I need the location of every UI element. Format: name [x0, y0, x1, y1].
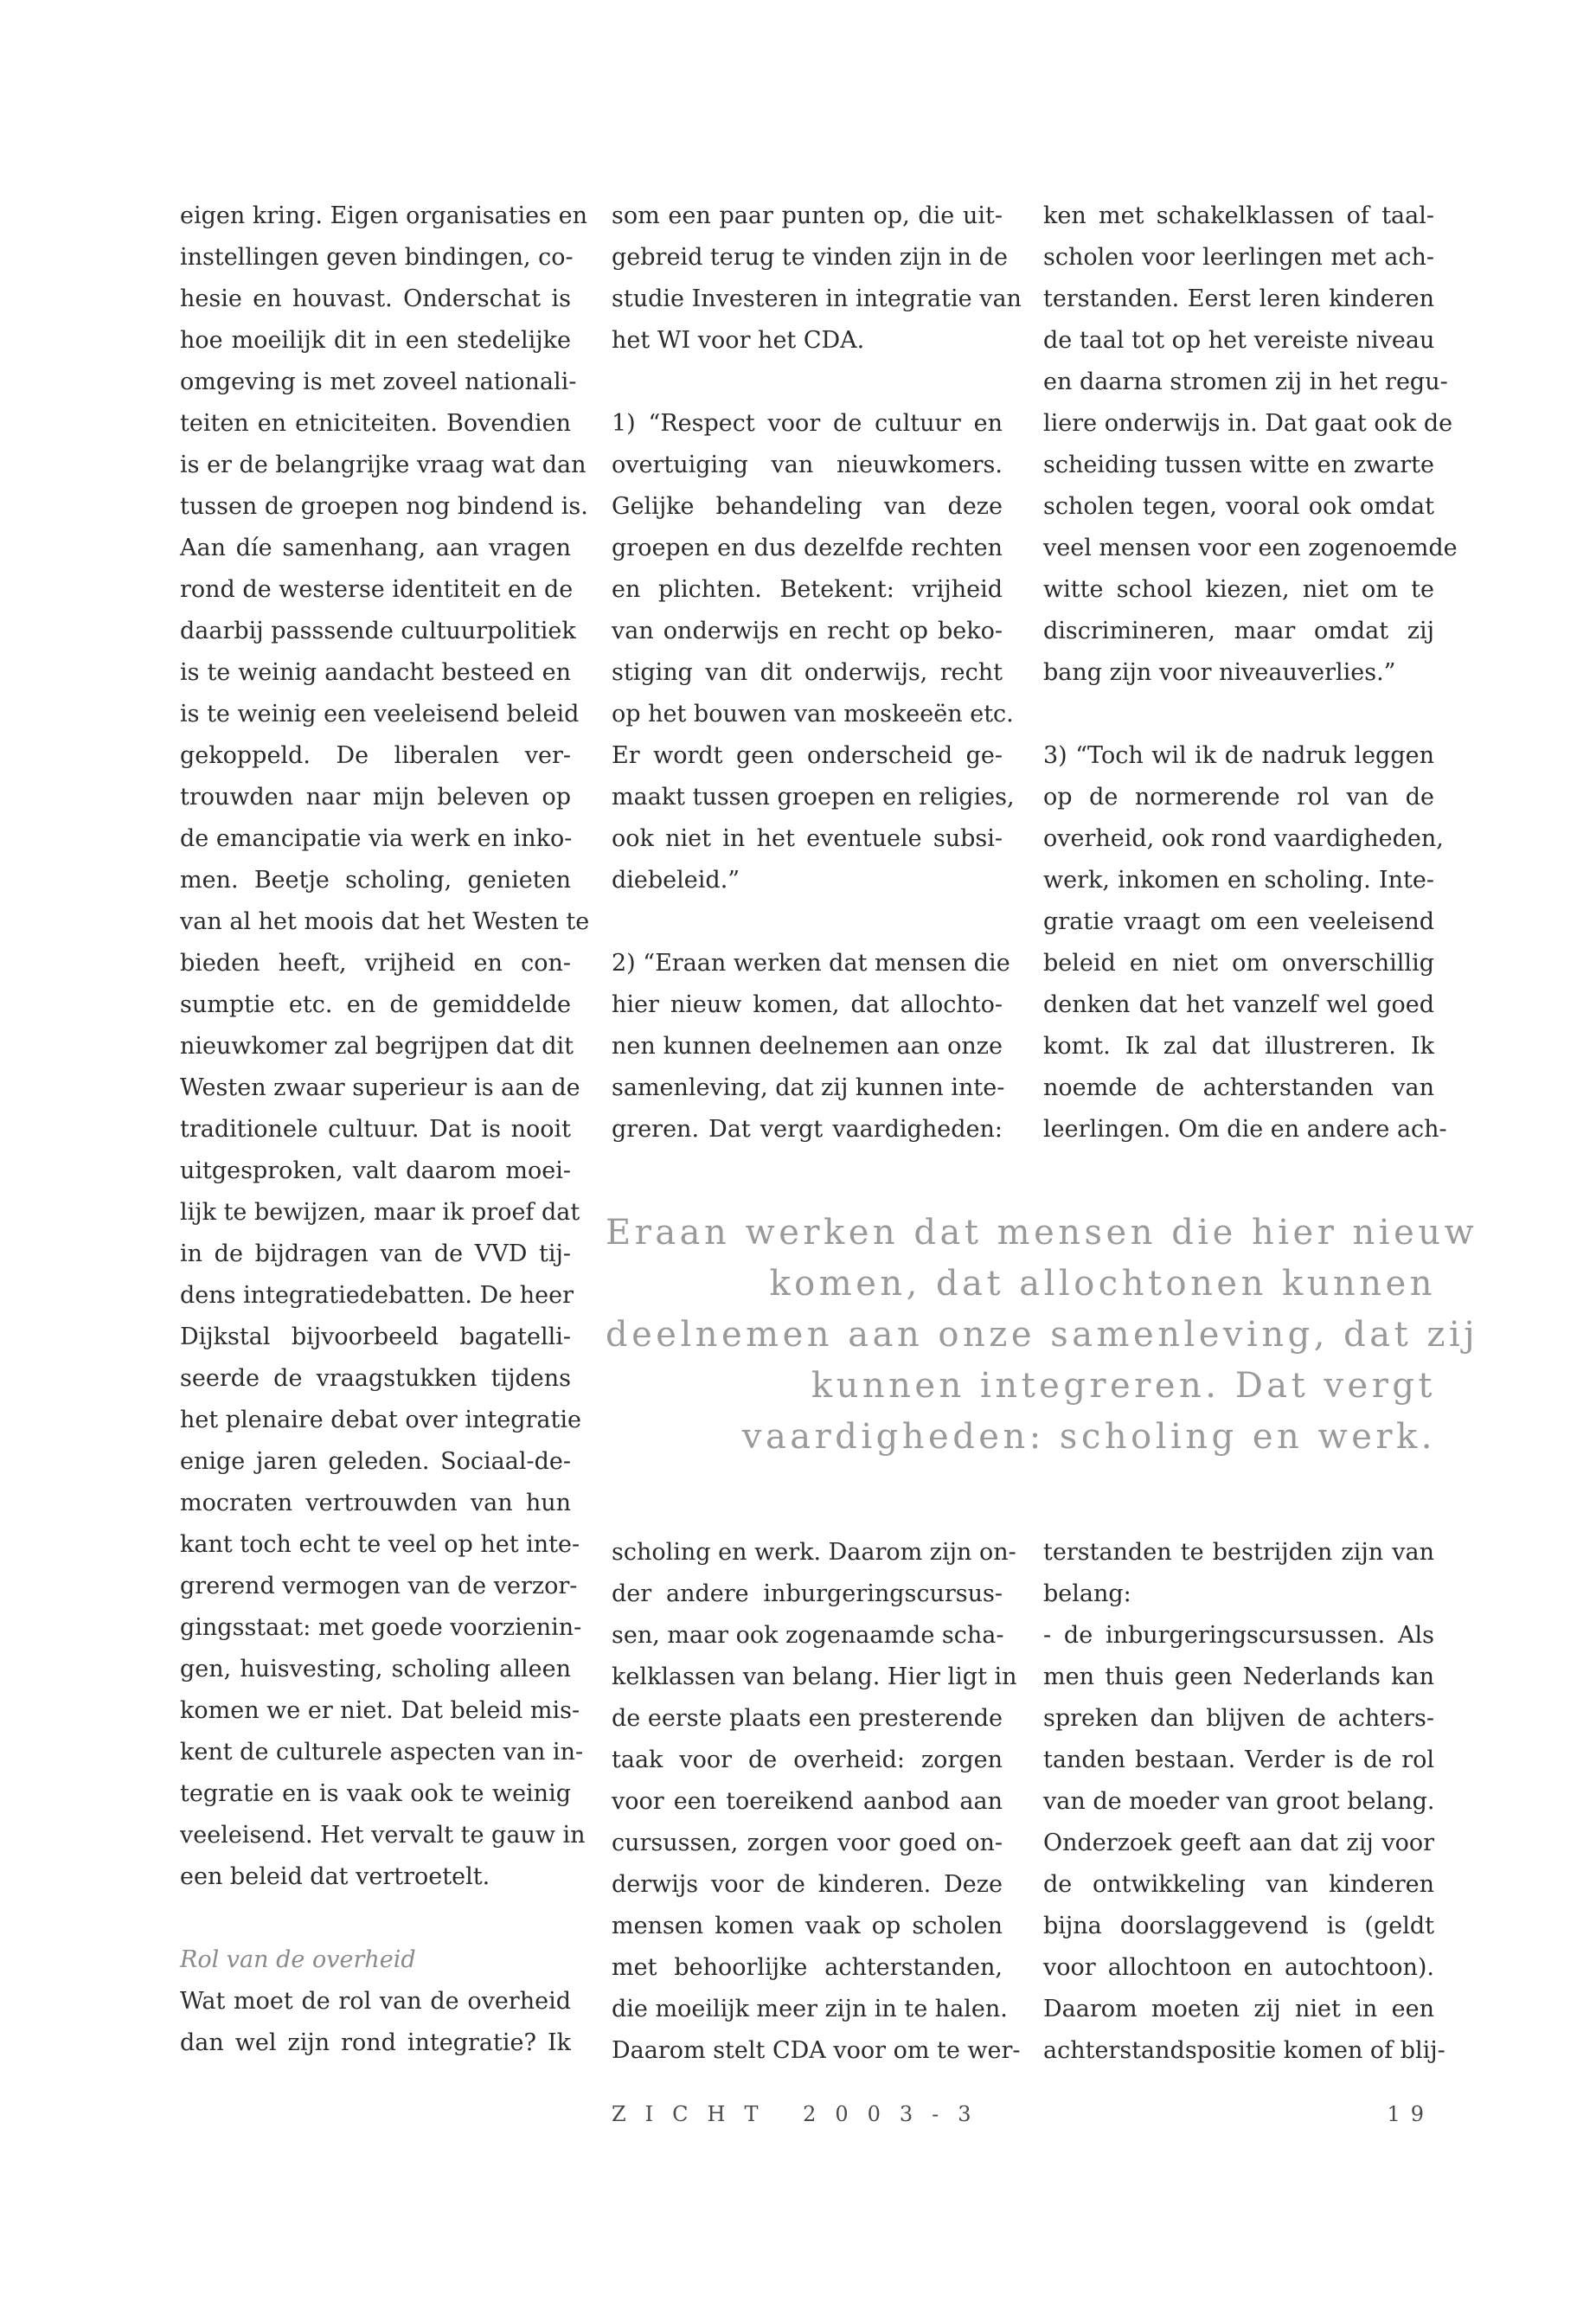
text-line: bijna doorslaggevend is (geldt	[1043, 1913, 1434, 1939]
text-line: van al het moois dat het Westen te	[180, 908, 590, 935]
text-line: mocraten vertrouwden van hun	[180, 1490, 571, 1516]
text-line: tegratie en is vaak ook te weinig	[180, 1780, 571, 1807]
text-line: tanden bestaan. Verder is de rol	[1043, 1747, 1434, 1773]
page-number: 19	[1387, 2102, 1434, 2126]
text-line: terstanden. Eerst leren kinderen	[1043, 285, 1434, 312]
text-line: bang zijn voor niveauverlies.”	[1043, 659, 1396, 686]
text-line: dan wel zijn rond integratie? Ik	[180, 2029, 571, 2056]
text-line: kelklassen van belang. Hier ligt in	[612, 1663, 1017, 1690]
text-line: gratie vraagt om een veeleisend	[1043, 908, 1434, 935]
text-line: witte school kiezen, niet om te	[1043, 576, 1434, 603]
text-line: omgeving is met zoveel nationali-	[180, 369, 577, 395]
column-5	[1043, 1532, 1445, 2072]
text-line: der andere inburgeringscursus-	[612, 1580, 1003, 1607]
text-line: 1) “Respect voor de cultuur en	[612, 410, 1003, 437]
text-line: Aan díe samenhang, aan vragen	[180, 535, 571, 561]
text-line: Onderzoek geeft aan dat zij voor	[1043, 1830, 1434, 1856]
text-line: is er de belangrijke vraag wat dan	[180, 452, 586, 478]
text-line: achterstandspositie komen of blij-	[1043, 2037, 1445, 2064]
paragraph-gap	[180, 1898, 571, 1939]
text-line: instellingen geven bindingen, co-	[180, 244, 574, 271]
text-line: trouwden naar mijn beleven op	[180, 784, 571, 811]
text-line: gen, huisvesting, scholing alleen	[180, 1656, 571, 1682]
footer-journal-title: ZICHT 2003-3	[612, 2102, 990, 2126]
text-line: de eerste plaats een presterende	[612, 1705, 1003, 1732]
text-line: beleid en niet om onverschillig	[1043, 950, 1434, 977]
text-line: seerde de vraagstukken tijdens	[180, 1365, 571, 1392]
text-line: van onderwijs en recht op beko-	[612, 618, 1003, 644]
text-line: nieuwkomer zal begrijpen dat dit	[180, 1033, 574, 1060]
text-line: werk, inkomen en scholing. Inte-	[1043, 867, 1434, 894]
text-line: maakt tussen groepen en religies,	[612, 784, 1015, 811]
text-line: de ontwikkeling van kinderen	[1043, 1871, 1434, 1898]
text-line: gingsstaat: met goede voorzienin-	[180, 1614, 582, 1641]
paragraph-gap	[612, 901, 1003, 943]
text-line: tussen de groepen nog bindend is.	[180, 493, 588, 520]
text-line: de emancipatie via werk en inko-	[180, 825, 573, 852]
text-line: en daarna stromen zij in het regu-	[1043, 369, 1448, 395]
text-line: men thuis geen Nederlands kan	[1043, 1663, 1434, 1690]
column-2	[612, 195, 1022, 1150]
text-line: rond de westerse identiteit en de	[180, 576, 574, 603]
text-line: daarbij passsende cultuurpolitiek	[180, 618, 576, 644]
pull-quote	[606, 1208, 1479, 1463]
text-line: van de moeder van groot belang.	[1043, 1788, 1435, 1815]
text-line: denken dat het vanzelf wel goed	[1043, 991, 1434, 1018]
text-line: scheiding tussen witte en zwarte	[1043, 452, 1434, 478]
text-line: uitgesproken, valt daarom moei-	[180, 1157, 571, 1184]
text-line: voor allochtoon en autochtoon).	[1043, 1954, 1434, 1981]
text-line: enige jaren geleden. Sociaal-de-	[180, 1448, 571, 1475]
pull-quote-line: deelnemen aan onze samenleving, dat zij	[606, 1315, 1479, 1355]
text-line: 3) “Toch wil ik de nadruk leggen	[1043, 742, 1434, 769]
text-line: veel mensen voor een zogenoemde	[1043, 535, 1458, 561]
text-line: taak voor de overheid: zorgen	[612, 1747, 1003, 1773]
text-line: derwijs voor de kinderen. Deze	[612, 1871, 1003, 1898]
text-line: in de bijdragen van de VVD tij-	[180, 1240, 571, 1267]
text-line: overheid, ook rond vaardigheden,	[1043, 825, 1444, 852]
text-line: scholen voor leerlingen met ach-	[1043, 244, 1434, 271]
text-line: ken met schakelklassen of taal-	[1043, 202, 1434, 229]
text-line: is te weinig een veeleisend beleid	[180, 701, 580, 727]
text-line: liere onderwijs in. Dat gaat ook de	[1043, 410, 1453, 437]
text-line: teiten en etniciteiten. Bovendien	[180, 410, 571, 437]
text-line: cursussen, zorgen voor goed on-	[612, 1830, 1003, 1856]
text-line: som een paar punten op, die uit-	[612, 202, 1003, 229]
text-line: Daarom stelt CDA voor om te wer-	[612, 2037, 1021, 2064]
text-line: hier nieuw komen, dat allochto-	[612, 991, 1003, 1018]
text-line: ook niet in het eventuele subsi-	[612, 825, 1003, 852]
pull-quote-line: komen, dat allochtonen kunnen	[769, 1264, 1436, 1304]
column-1	[180, 195, 590, 2064]
column-4	[612, 1532, 1021, 2072]
text-line: belang:	[1043, 1580, 1131, 1607]
text-line: men. Beetje scholing, genieten	[180, 867, 571, 894]
text-line: samenleving, dat zij kunnen inte-	[612, 1074, 1005, 1101]
text-line: een beleid dat vertroetelt.	[180, 1863, 490, 1890]
text-line: komen we er niet. Dat beleid mis-	[180, 1697, 580, 1724]
text-line: leerlingen. Om die en andere ach-	[1043, 1116, 1447, 1143]
text-line: studie Investeren in integratie van	[612, 285, 1022, 312]
text-line: grerend vermogen van de verzor-	[180, 1573, 578, 1599]
text-line: dens integratiedebatten. De heer	[180, 1282, 574, 1309]
text-line: Gelijke behandeling van deze	[612, 493, 1003, 520]
text-line: stiging van dit onderwijs, recht	[612, 659, 1003, 686]
text-line: overtuiging van nieuwkomers.	[612, 452, 1003, 478]
text-line: komt. Ik zal dat illustreren. Ik	[1043, 1033, 1434, 1060]
text-line: bieden heeft, vrijheid en con-	[180, 950, 571, 977]
text-line: lijk te bewijzen, maar ik proef dat	[180, 1199, 580, 1226]
text-line: hoe moeilijk dit in een stedelijke	[180, 327, 571, 354]
text-line: groepen en dus dezelfde rechten	[612, 535, 1003, 561]
text-line: - de inburgeringscursussen. Als	[1043, 1622, 1434, 1649]
text-line: veeleisend. Het vervalt te gauw in	[180, 1822, 586, 1849]
text-line: het plenaire debat over integratie	[180, 1407, 581, 1433]
text-line: met behoorlijke achterstanden,	[612, 1954, 1003, 1981]
text-line: scholing en werk. Daarom zijn on-	[612, 1539, 1016, 1566]
text-line: scholen tegen, vooral ook omdat	[1043, 493, 1434, 520]
text-line: op de normerende rol van de	[1043, 784, 1434, 811]
text-line: gebreid terug te vinden zijn in de	[612, 244, 1008, 271]
text-line: kant toch echt te veel op het inte-	[180, 1531, 580, 1558]
text-line: diebeleid.”	[612, 867, 740, 894]
text-line: sen, maar ook zogenaamde scha-	[612, 1622, 1004, 1649]
text-line: Wat moet de rol van de overheid	[180, 1988, 571, 2015]
text-line: op het bouwen van moskeeën etc.	[612, 701, 1014, 727]
text-line: Dijkstal bijvoorbeeld bagatelli-	[180, 1324, 571, 1350]
text-line: spreken dan blijven de achters-	[1043, 1705, 1434, 1732]
text-line: sumptie etc. en de gemiddelde	[180, 991, 571, 1018]
text-line: Westen zwaar superieur is aan de	[180, 1074, 580, 1101]
pull-quote-line: kunnen integreren. Dat vergt	[811, 1366, 1436, 1406]
text-line: 2) “Eraan werken dat mensen die	[612, 950, 1010, 977]
text-line: noemde de achterstanden van	[1043, 1074, 1434, 1101]
text-line: mensen komen vaak op scholen	[612, 1913, 1003, 1939]
text-line: de taal tot op het vereiste niveau	[1043, 327, 1435, 354]
paragraph-gap	[1043, 694, 1434, 735]
section-subheading: Rol van de overheid	[180, 1946, 416, 1973]
pull-quote-line: Eraan werken dat mensen die hier nieuw	[606, 1213, 1478, 1253]
text-line: gekoppeld. De liberalen ver-	[180, 742, 571, 769]
text-line: die moeilijk meer zijn in te halen.	[612, 1996, 1008, 2022]
text-line: Er wordt geen onderscheid ge-	[612, 742, 1003, 769]
text-line: kent de culturele aspecten van in-	[180, 1739, 584, 1766]
text-line: en plichten. Betekent: vrijheid	[612, 576, 1003, 603]
text-line: voor een toereikend aanbod aan	[612, 1788, 1003, 1815]
text-line: discrimineren, maar omdat zij	[1043, 618, 1434, 644]
text-line: nen kunnen deelnemen aan onze	[612, 1033, 1003, 1060]
column-3	[1043, 195, 1458, 1150]
pull-quote-line: vaardigheden: scholing en werk.	[741, 1417, 1436, 1457]
text-line: greren. Dat vergt vaardigheden:	[612, 1116, 1003, 1143]
text-line: het WI voor het CDA.	[612, 327, 865, 354]
text-line: is te weinig aandacht besteed en	[180, 659, 571, 686]
text-line: eigen kring. Eigen organisaties en	[180, 202, 587, 229]
paragraph-gap	[612, 362, 1003, 403]
text-line: Daarom moeten zij niet in een	[1043, 1996, 1434, 2022]
text-line: hesie en houvast. Onderschat is	[180, 285, 571, 312]
text-line: traditionele cultuur. Dat is nooit	[180, 1116, 571, 1143]
text-line: terstanden te bestrijden zijn van	[1043, 1539, 1434, 1566]
